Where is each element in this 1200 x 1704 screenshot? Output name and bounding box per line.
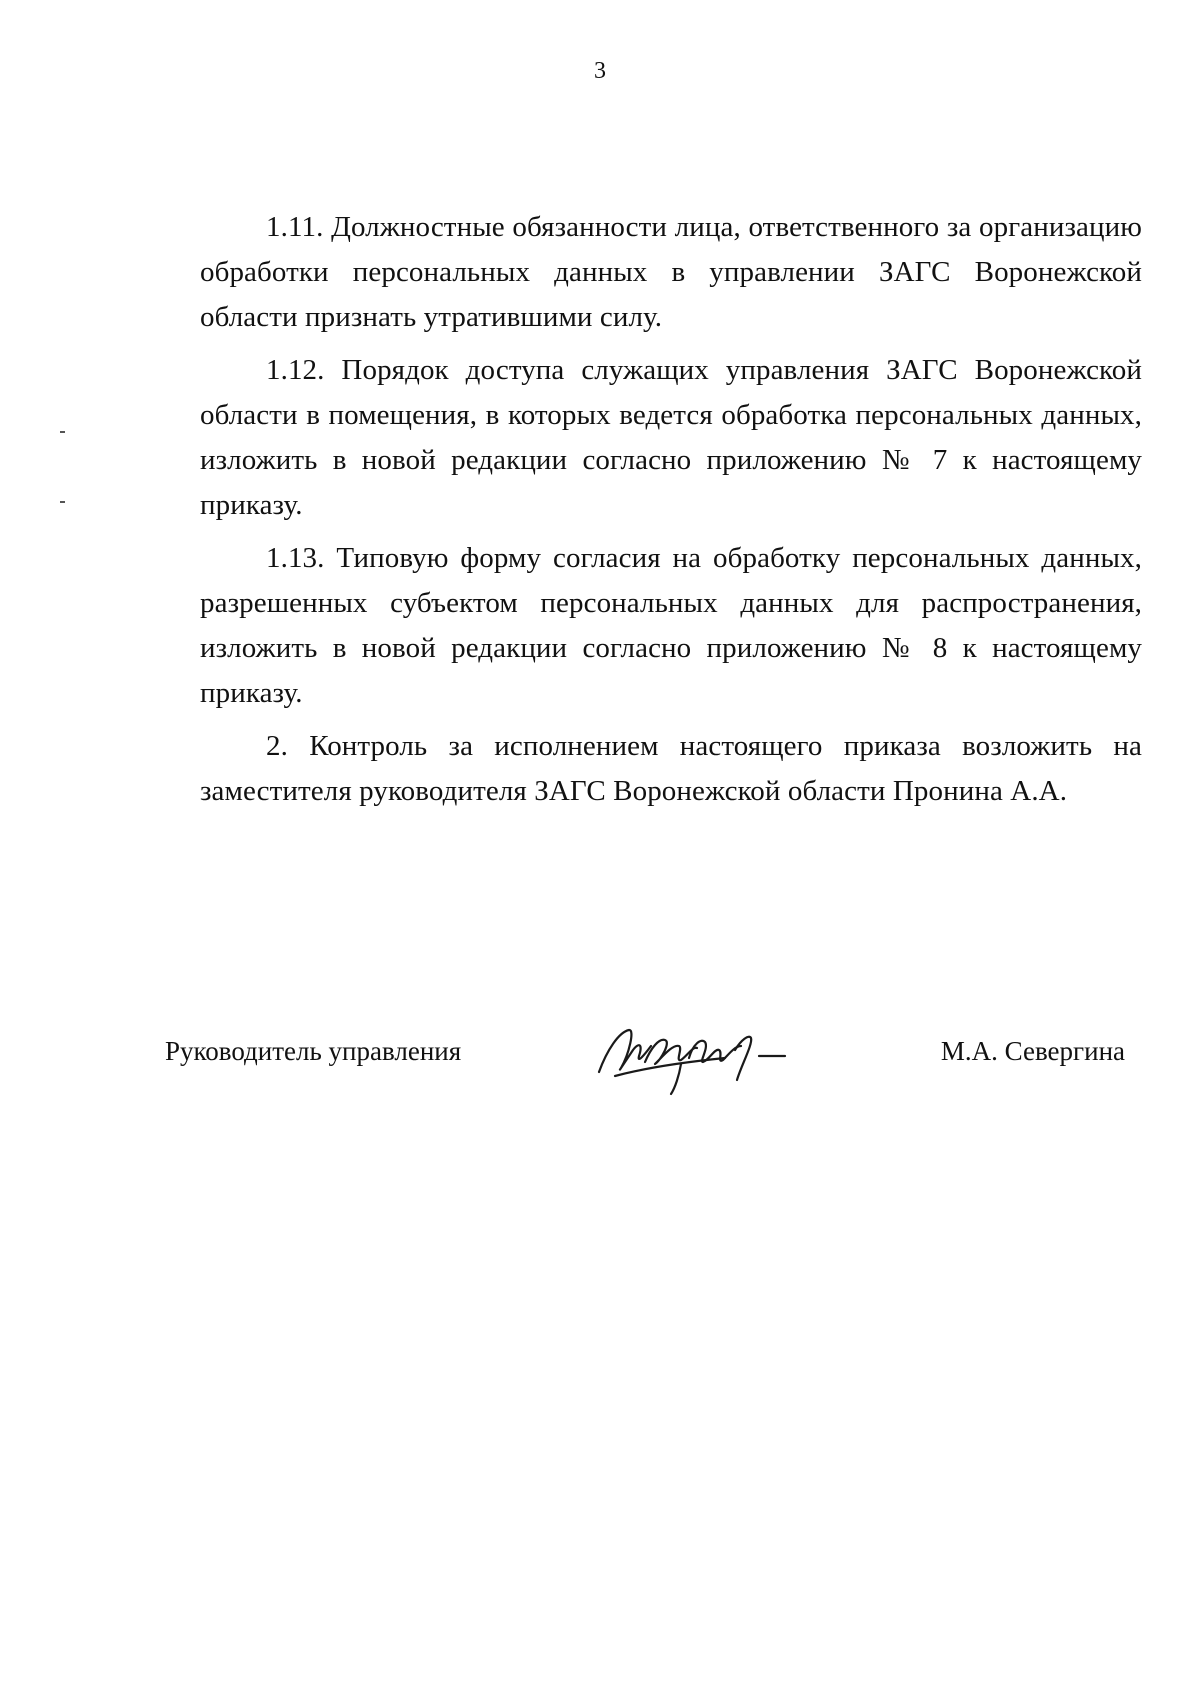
- document-body: [200, 205, 1142, 822]
- paragraph-2: 2. Контроль за исполнением настоящего приказа возложить на заместителя руководителя ЗАГС Воронежской области Пронина А.А.: [200, 730, 1142, 807]
- signer-position: Руководитель управления: [165, 1036, 462, 1066]
- page-number: 3: [594, 58, 606, 84]
- handwritten-signature: [585, 1010, 795, 1100]
- margin-mark: [60, 431, 65, 433]
- signature-block: [165, 1010, 1125, 1110]
- paragraph-1-13: 1.13. Типовую форму согласия на обработку персональных данных, разрешенных субъектом персональных данных для распространения, изложить в новой редакции согласно приложению № 8 к настоящему приказу.: [200, 542, 1142, 709]
- paragraph-1-12: 1.12. Порядок доступа служащих управления ЗАГС Воронежской области в помещения, в которых ведется обработка персональных данных, изложить в новой редакции согласно приложению № 7 к настоящему приказу.: [200, 354, 1142, 521]
- paragraph-1-11: 1.11. Должностные обязанности лица, ответственного за организацию обработки персональных данных в управлении ЗАГС Воронежской области признать утратившими силу.: [200, 211, 1142, 333]
- margin-mark: [60, 501, 65, 503]
- signer-name: М.А. Севергина: [940, 1036, 1125, 1066]
